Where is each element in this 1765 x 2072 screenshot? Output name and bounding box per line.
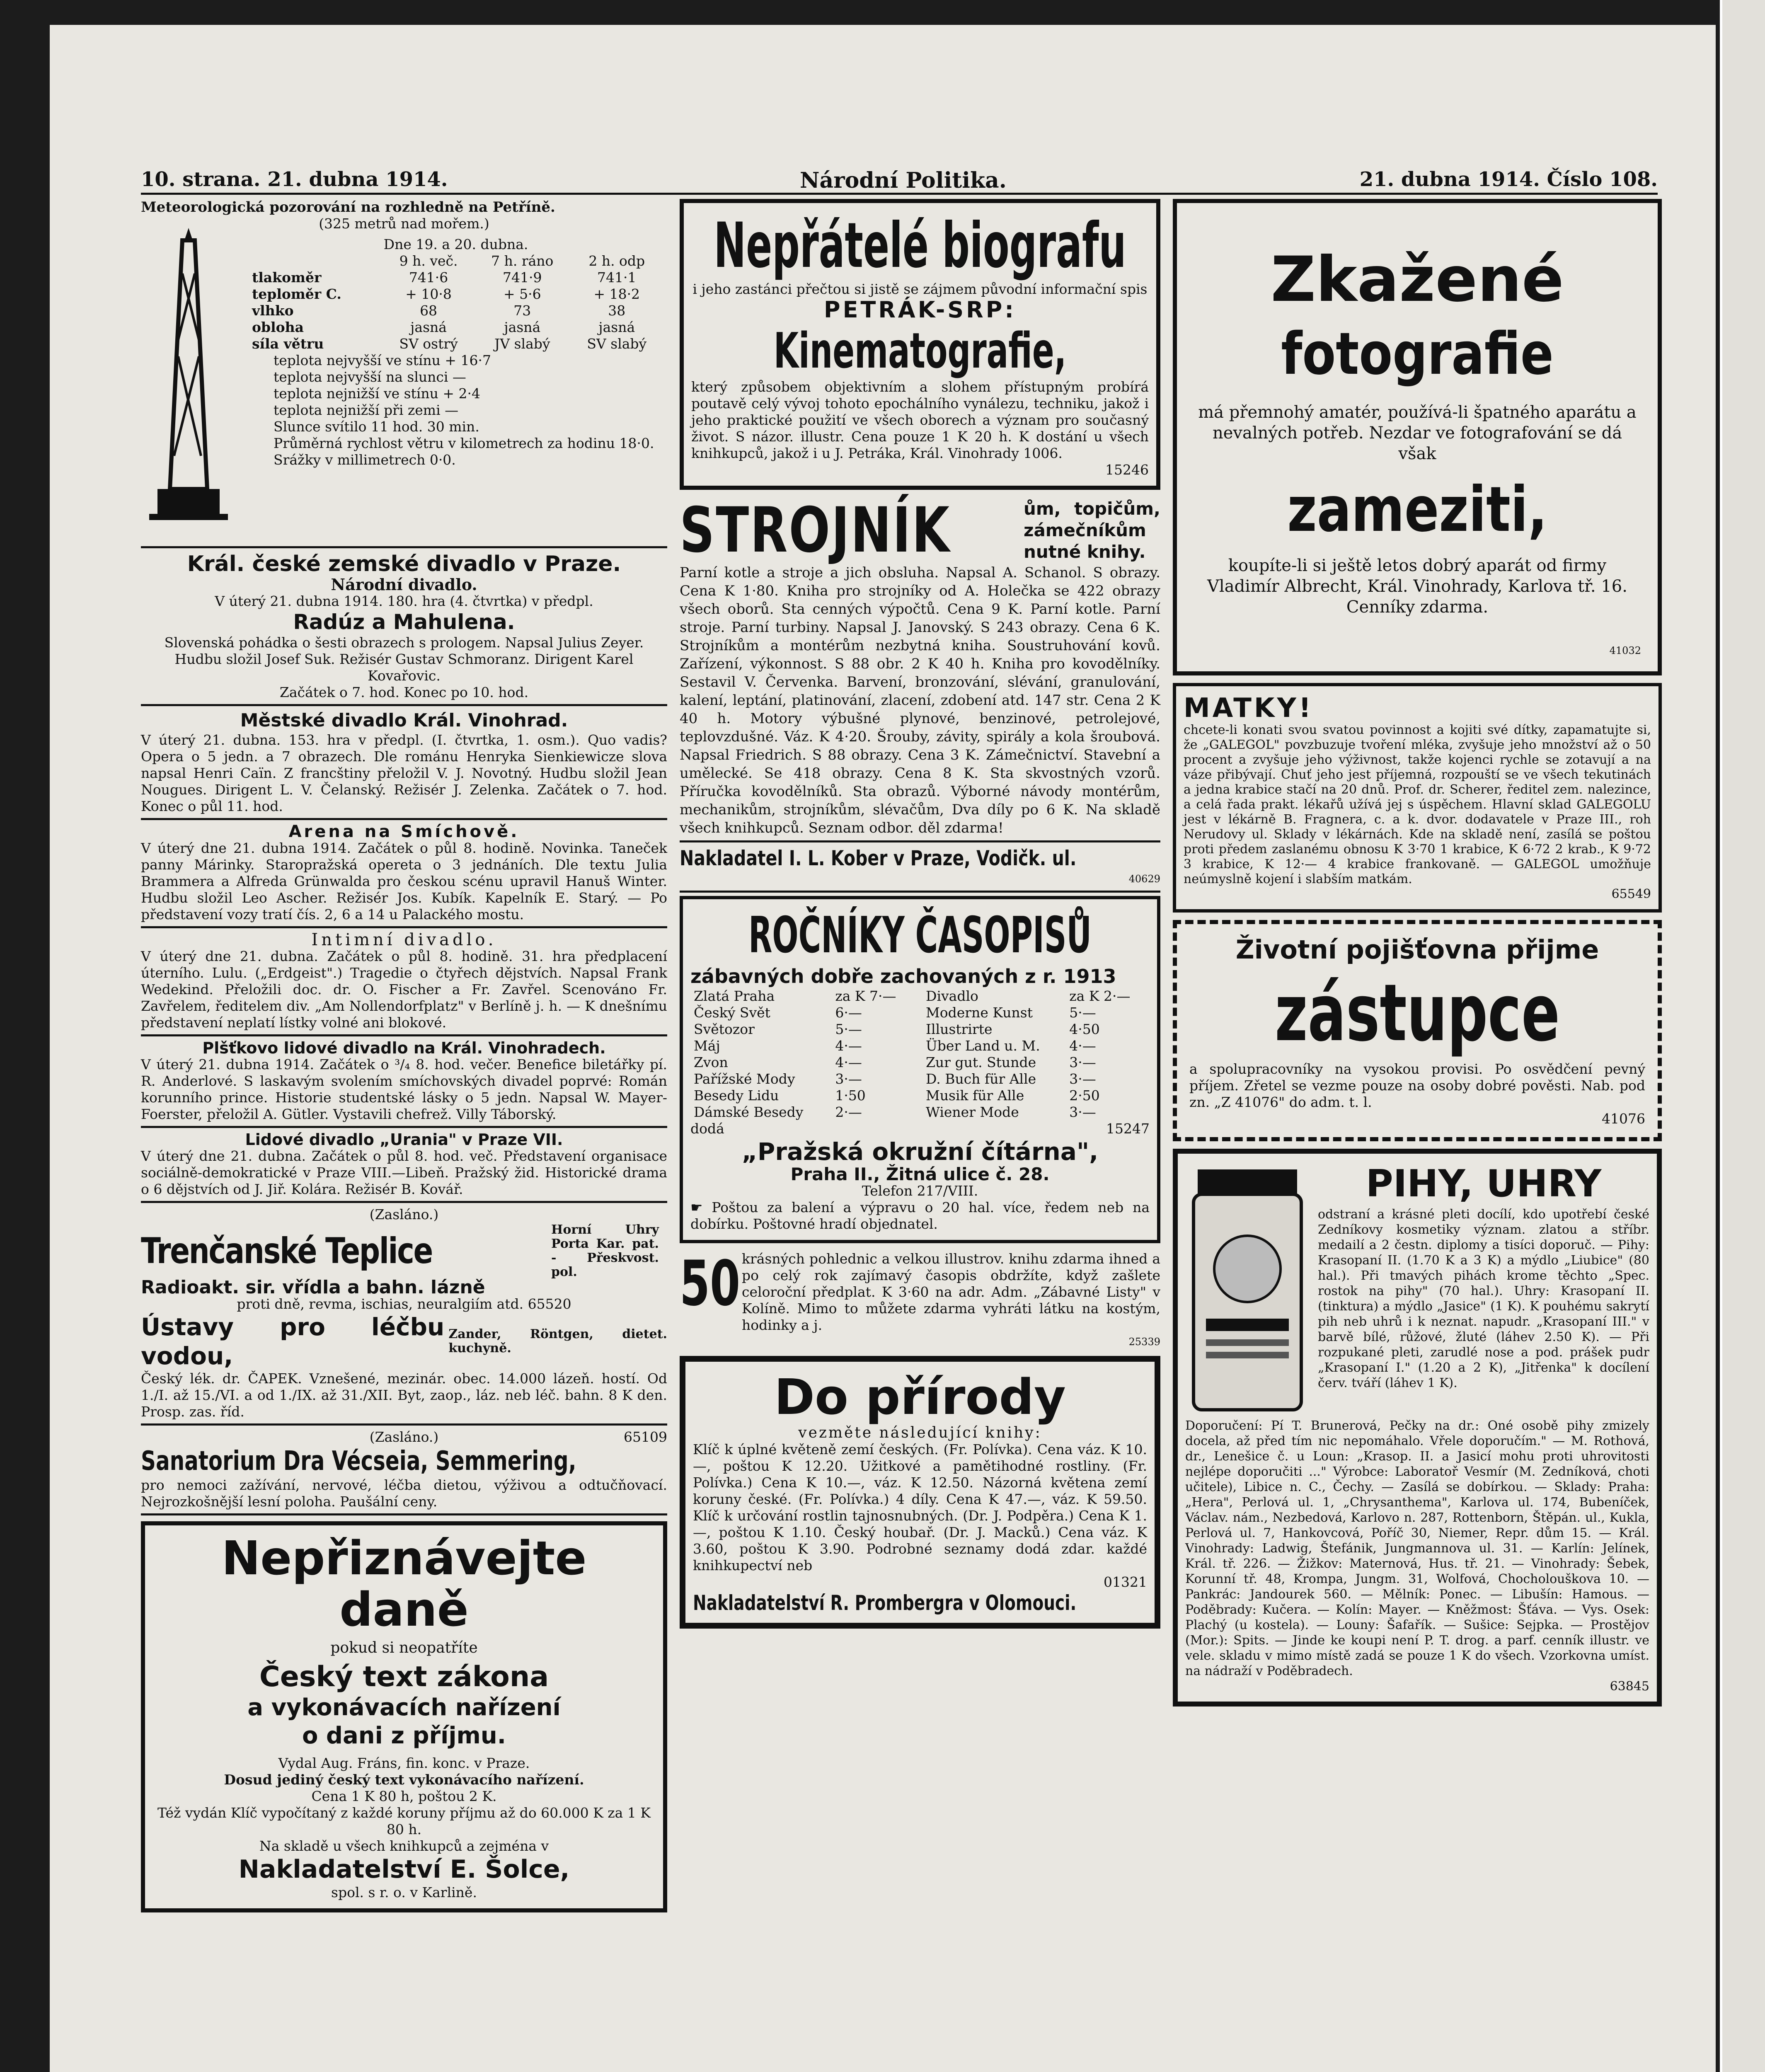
meteo-cell: jasná [410, 319, 447, 335]
ad-number: 65109 [624, 1429, 667, 1445]
meteo-label: teploměr C. [252, 286, 341, 302]
rocn-row [922, 988, 1146, 1005]
rocn-left [690, 988, 914, 1121]
ad-strojnik [680, 494, 1160, 887]
meteo-cell: 73 [513, 303, 531, 319]
rocn-address: Praha II., Žitná ulice č. 28. [790, 1164, 1050, 1184]
meteo-subtitle: (325 metrů nad mořem.) [319, 215, 489, 232]
meteo-row [249, 269, 663, 286]
rocn-row [922, 1087, 1146, 1104]
meteo-cell: jasná [504, 319, 541, 335]
meteo-extra-line: Průměrná rychlost větru v kilometrech za hodinu 18·0. [274, 435, 654, 451]
theatre-title: Plšťkovo lidové divadlo na Král. Vinohradech. [202, 1039, 606, 1057]
rocn-text-body: Poštou za balení a výpravu o 20 hal. více, ředem neb na dobírku. Poštovné hradí objednatel. [690, 1199, 1150, 1232]
ad-number: 65549 [1611, 887, 1651, 901]
meteo-cell: + 10·8 [405, 286, 452, 302]
rocn-item: Máj [694, 1038, 720, 1054]
tax-title: Nepřiznávejte [221, 1532, 587, 1585]
nature-sub: vezměte následující knihy: [798, 1424, 1042, 1441]
meteo-row [249, 319, 663, 336]
card-text-wrap [742, 1251, 1160, 1350]
zaslano-label: (Zasláno.) [369, 1206, 439, 1222]
meteo-table [249, 253, 663, 352]
rocn-foot [690, 1121, 1150, 1137]
rocn-item: Über Land u. M. [926, 1038, 1040, 1054]
theatre-title: Král. české zemské divadlo v Praze. [187, 552, 621, 576]
header-right: 21. dubna 1914. Číslo 108. [1359, 168, 1658, 191]
column-3 [1173, 199, 1662, 1714]
pihy-top [1185, 1161, 1649, 1418]
foto-text: má přemnohý amatér, používá-li špatného aparátu a nevalných potřeb. Nezdar ve fotografování se dá však [1198, 403, 1637, 463]
tax-big: a vykonávacích nařízení [247, 1694, 561, 1721]
theatre-vinohrady [141, 709, 667, 815]
rocn-row [690, 1005, 914, 1021]
tax-text: spol. s r. o. v Karlině. [331, 1884, 477, 1900]
trencin-line: Ústavy pro léčbu vodou, [141, 1313, 445, 1370]
rocn-row [922, 1104, 1146, 1121]
tax-text: pokud si neopatříte [330, 1639, 478, 1656]
rocn-price: 2·— [835, 1104, 862, 1120]
rocn-price: 5·— [1069, 1005, 1096, 1021]
rocn-row [690, 1038, 914, 1054]
rocn-row [690, 1054, 914, 1071]
meteo-cell: SV slabý [587, 336, 647, 352]
meteo-cell: JV slabý [494, 336, 550, 352]
rocn-price: 4·— [835, 1038, 862, 1054]
str-text: Parní kotle a stroje a jich obsluha. Napsal A. Schanol. S obrazy. Cena K 1·80. Kniha pro strojníky od A. Holečka se 422 obrazy všech oborů. Sta cenných výpočtů. Cena 9 K. Parní kotle. Parní stroje. Parní turbiny. Napsal J. Janovský. S 243 obrazy. Cena 6 K. Strojníkům a montérům nezbytná kniha. Soustruhování kovů. Zařízení, výkonnost. S 88 obr. 2 K 40 h. Kniha pro kovodělníky. Sestavil V. Červenka. Barvení, bronzování, slévání, granulování, kalení, leptání, platinování, zlacení, zdobení atd. 147 str. Cena 2 K 40 h. Motory výbušné plynové, benzinové, petrolejové, teplovzdušné. Váz. K 4·20. Šrouby, závity, spirály a kola šroubová. Napsal Friedrich. S 88 obrazy. Cena 3 K. Zámečnictví. Stavební a umělecké. Se 418 obrazy. Cena 8 K. Sta skvostných vzorů. Příručka kovodělníků. Sta obrazů. Výborné návody montérům, mechanikům, strojníkům, slévačům, Dva díly po 6 K. Na skladě všech knihkupců. Seznam odbor. děl zdarma! [680, 564, 1160, 836]
ad-trencin [141, 1206, 667, 1420]
rocn-row [690, 1021, 914, 1038]
rocn-price: 4·50 [1069, 1021, 1100, 1037]
theatre-intimni [141, 932, 667, 1031]
rocn-price: 3·— [1069, 1054, 1096, 1070]
tax-text: Dosud jediný český text vykonávacího nařízení. [224, 1772, 584, 1788]
rocn-price: 3·— [1069, 1104, 1096, 1120]
ad-number: 01321 [1104, 1574, 1147, 1590]
ad-pihy [1173, 1149, 1662, 1706]
theatre-text: V úterý dne 21. dubna. Začátek o půl 8. hodině. 31. hra předplacení úterního. Lulu. („Erdgeist".) Tragedie o čtyřech dějstvích. Napsal Frank Wedekind. Přeložili doc. dr. O. Fischer a Fr. Zavřel. Scenováno Fr. Zavřelem, ředitelem div. „Am Nollendorfplatz" v Berlíně j. h. — K dnešnímu představení neplatí lístky volné ani blokové. [141, 948, 667, 1031]
rule [141, 926, 667, 928]
rocn-row [922, 1054, 1146, 1071]
petrin-tower-icon [141, 224, 236, 522]
meteo-extra-line: Srážky v millimetrech 0·0. [274, 452, 456, 468]
rocn-price: 2·50 [1069, 1087, 1100, 1104]
theatre-urania [141, 1131, 667, 1198]
rocn-price: za K 7·— [835, 988, 896, 1004]
theatre-arena [141, 823, 667, 923]
theatre-subtitle: Národní divadlo. [331, 575, 477, 594]
zaslano-label [141, 1429, 667, 1445]
nature-publisher: Nakladatelství R. Prombergra v Olomouci. [693, 1591, 1077, 1615]
ins-big: zástupce [1275, 967, 1560, 1059]
ad-number: 41076 [1602, 1111, 1645, 1127]
rocn-price: 1·50 [835, 1087, 866, 1104]
tax-text: Na skladě u všech knihkupců a zejména v [259, 1838, 549, 1854]
rocn-row [690, 1087, 914, 1104]
bio-text: který způsobem objektivním a slohem přístupným probírá poutavě celý vývoj tohoto epochálního vynálezu, techniku, jakož i jeho praktické použití ve všech oborech a význam pro současný život. S názor. illustr. Cena pouze 1 K 20 h. K dostání u všech knihkupců, jakož i u J. Petráka, Král. Vinohrady 1006. [691, 379, 1149, 461]
theatre-text: V úterý 21. dubna. 153. hra v předpl. (I. čtvrtka, 1. osm.). Quo vadis? Opera o 5 jedn. a 7 obrazech. Dle románu Henryka Sienkiewicze slova napsal Henri Caïn. Z francštiny přeložil V. J. Novotný. Hudbu složil Jean Nougues. Dirigent L. V. Čelanský. Režisér J. Zelenka. Začátek o 7. hod. Konec o půl 11. hod. [141, 732, 667, 814]
rocn-row [922, 1021, 1146, 1038]
meteo-cell: + 18·2 [593, 286, 640, 302]
meteo-cell: jasná [598, 319, 635, 335]
theatre-line: V úterý 21. dubna 1914. 180. hra (4. čtvrtka) v předpl. [215, 593, 593, 609]
theatre-text: V úterý dne 21. dubna. Začátek o půl 8. hod. več. Představení organisace sociálně-demokratické v Praze VIII.—Libeň. Pražský žid. Historické drama o 6 dějstvích od J. Jiř. Kolára. Režisér B. Kovář. [141, 1148, 667, 1197]
meteo-extra-line: teplota nejnižší při zemi — [274, 402, 459, 418]
theatre-title: Lidové divadlo „Urania" v Praze VII. [245, 1130, 563, 1149]
bio-title: Nepřátelé biografu [714, 210, 1126, 282]
cosmetic-jar-icon [1185, 1161, 1310, 1418]
rocn-item: Musik für Alle [926, 1087, 1024, 1104]
rocn-item: Dámské Besedy [694, 1104, 804, 1120]
rocn-item: Besedy Lidu [694, 1087, 779, 1104]
meteo-cell: + 5·6 [503, 286, 541, 302]
meteo-extra-line: Slunce svítilo 11 hod. 30 min. [274, 419, 479, 435]
rocn-item: Zvon [694, 1054, 728, 1070]
theatre-text: Slovenská pohádka o šesti obrazech s prologem. Napsal Julius Zeyer. Hudbu složil Josef Suk. Režisér Gustav Schmoranz. Dirigent Karel Kovařovic. [164, 634, 644, 684]
meteo-cell: 741·6 [409, 269, 448, 286]
nature-text: Klíč k úplné květeně zemí českých. (Fr. Polívka). Cena váz. K 10.—, poštou K 12.20. Užitkové a pamětihodné rostliny. (Fr. Polívka.) Cena K 10.—, váz. K 12.50. Názorná květena zemí koruny české. (Fr. Polívka.) 4 díly. Cena K 47.—, váz. K 59.50. Klíč k určování rostlin tajnosnubných. (Dr. J. Podpěra.) Cena K 1.—, poštou K 1.10. Český houbař. (Dr. J. Macků.) Cena váz. K 3.60, poštou K 3.90. Podrobné seznamy dodá zdar. každé knihkupectví neb [693, 1441, 1147, 1573]
str-side: ům, topičům, zámečníkům nutné knihy. [1024, 499, 1160, 562]
ad-tax [141, 1521, 667, 1912]
rule [141, 1423, 667, 1426]
rule [141, 818, 667, 820]
meteo-row [249, 286, 663, 303]
rocn-price: 4·— [1069, 1038, 1096, 1054]
rule [680, 891, 1160, 893]
trencin-head [141, 1223, 667, 1279]
trencin-title: Trenčanské Teplice [141, 1230, 432, 1272]
rocn-price: 3·— [835, 1071, 862, 1087]
meteo-col: 7 h. ráno [491, 253, 554, 269]
rocn-price: 4·— [835, 1054, 862, 1070]
sanatorium-title: Sanatorium Dra Vécseia, Semmering, [141, 1446, 576, 1477]
tax-text: Též vydán Klíč vypočítaný z každé koruny příjmu až do 60.000 K za 1 K 80 h. [157, 1805, 651, 1837]
tax-publisher: Nakladatelství E. Šolce, [238, 1855, 570, 1884]
matky-head [1184, 694, 1651, 723]
rocn-item: Divadlo [926, 988, 978, 1004]
trencin-line: Radioakt. sir. vřídla a bahn. lázně [141, 1277, 485, 1298]
tax-text: Vydal Aug. Fráns, fin. konc. v Praze. [278, 1755, 530, 1771]
rocn-price: za K 2·— [1069, 988, 1131, 1004]
theatre-title: Městské divadlo Král. Vinohrad. [240, 710, 568, 731]
rule [141, 1201, 667, 1203]
ad-fotografie [1173, 199, 1662, 675]
rocn-row [690, 988, 914, 1005]
matky-text: chcete-li konati svou svatou povinnost a kojiti své dítky, zapamatujte si, že „GALEGOL" povzbuzuje tvoření mléka, zvyšuje jeho množství až o 50 procent a zvyšuje jeho výživnost, takže kojenci rychle se zotavují a na váze přibývají. Chuť jeho jest příjemná, rozpouští se ve všech tekutinách a jedna krabice stačí na 20 dnů. Prof. dr. Scherer, ředitel zem. nalezince, a celá řada prakt. lékařů užívá jej s úspěchem. Hlavní sklad GALEGOLU jest v lékárně B. Fragnera, c. a k. dvor. dodavatele v Praze III., roh Nerudovy ul. Sklady v lékárnách. Kde na skladě není, zasílá se poštou proti předem zaslanému obnosu K 3·70 1 krabice, K 6·72 2 krab., K 9·72 3 krabice, K 12·— 4 krabice frankovaně. — GALEGOL umožňuje neúmyslně kojení i slabším matkám. [1184, 723, 1651, 886]
matky-title: MATKY! [1184, 693, 1314, 724]
pihy-text: odstraní a krásné pleti docílí, kdo upotřebí české Zedníkovy kosmetiky význam. zlatou a stříbr. medailí a 2 čestn. diplomy a tisíci doporuč. — Pihy: Krasopaní II. (1.70 K a 3 K) a mýdlo „Liubice" (80 hal.). Při tmavých pihách krome těchto „Spec. rostok na pihy" (70 hal.). Uhry: Krasopaní II. (tinktura) a mýdlo „Jasice" (1 K). K pouhému sakrytí pih neb uhrů i k neznat. napudr. „Krasopaní III." v barvě bílé, růžové, žluté (láhev 2.50 K). — Při rozpukané pleti, zarudlé nose a pod. prášek pudr „Krasopaní I." (1.20 a 2 K), „Jitřenka" k docílení červ. tváří (láhev 1 K). [1318, 1207, 1649, 1390]
str-title: STROJNÍK [680, 494, 951, 566]
tax-title: daně [339, 1583, 469, 1637]
rocn-text: dodá [690, 1121, 724, 1137]
theatre-text: V úterý 21. dubna 1914. Začátek o ³/₄ 8. hod. večer. Benefice biletářky pí. R. Anderlové. S laskavým svolením smíchovských divadel poprvé: Román korunního prince. Historie studentské lásky o 5 jedn. Napsal W. Mayer-Foerster, přeložil A. Gütler. Vystavili chefrež. Villy Táborský. [141, 1056, 667, 1122]
rocn-row [922, 1038, 1146, 1054]
meteo-extra-line: teplota nejvyšší ve stínu + 16·7 [274, 352, 491, 368]
rocn-price: 3·— [1069, 1071, 1096, 1087]
meteo-label: vlhko [252, 303, 294, 319]
meteo-block [141, 199, 667, 543]
ad-pojistovna [1173, 920, 1662, 1141]
tax-big: o dani z příjmu. [302, 1722, 506, 1749]
rocn-price: 6·— [835, 1005, 862, 1021]
rocn-right [922, 988, 1146, 1121]
pointing-hand-icon: ☛ [690, 1199, 712, 1215]
pihy-main [1318, 1161, 1649, 1418]
foto-text: koupíte-li si ještě letos dobrý aparát od firmy Vladimír Albrecht, Král. Vinohrady, Karlova tř. 16. Cenníky zdarma. [1207, 556, 1627, 617]
header-masthead: Národní Politika. [800, 168, 1007, 193]
meteo-header-row [249, 253, 663, 269]
meteo-title: Meteorologická pozorování na rozhledně na Petříně. [141, 199, 555, 215]
rocn-row [690, 1071, 914, 1087]
ad-number: 63845 [1610, 1679, 1649, 1694]
rocn-price: 5·— [835, 1021, 862, 1037]
rocn-publisher: „Pražská okružní čítárna", [741, 1138, 1099, 1166]
rocn-item: Illustrirte [926, 1021, 993, 1037]
theatre-plstkovo [141, 1040, 667, 1123]
play-title: Radúz a Mahulena. [293, 610, 515, 634]
ad-number: 15246 [1105, 462, 1149, 478]
trencin-text: Český lék. dr. ČAPEK. Vznešené, mezinár. obec. 14.000 lázeň. hostí. Od 1./I. až 15./VI. a od 1./IX. až 31./XII. Byt, zaop., láz. neb léč. bahn. 8 K den. Prosp. zas. říd. [141, 1370, 667, 1420]
foto-title: Zkažené [1271, 244, 1564, 316]
card-number: 50 [680, 1248, 741, 1320]
str-head [680, 494, 1160, 566]
str-publisher: Nakladatel I. L. Kober v Praze, Vodičk. ul. [680, 846, 1077, 870]
rocn-item: Světozor [694, 1021, 755, 1037]
bio-title2: Kinematografie, [773, 322, 1067, 379]
meteo-cell: 741·1 [597, 269, 637, 286]
foto-title: zameziti, [1287, 474, 1547, 546]
card-text: krásných pohlednic a velkou illustrov. knihu zdarma ihned a po celý rok zajímavý časopis obdržíte, když zašlete celoroční předplat. K 3·60 na adr. Adm. „Zábavné Listy" v Kolíně. Mimo to můžete zdarma vyhráti látku na kostým, hodinky a j. [742, 1251, 1160, 1333]
tax-text: Cena 1 K 80 h, poštou 2 K. [311, 1788, 497, 1804]
rule [141, 546, 667, 548]
zaslano-text: (Zasláno.) [369, 1429, 439, 1445]
meteo-label: obloha [252, 319, 304, 335]
meteo-row [249, 303, 663, 319]
page-header [141, 168, 1658, 195]
ins-text: a spolupracovníky na vysokou provisi. Po osvědčení pevný příjem. Zřetel se vezme pouze na osoby dobré pověsti. Nab. pod zn. „Z 41076" do adm. t. l. [1189, 1061, 1645, 1110]
meteo-extra-line: teplota nejnižší ve stínu + 2·4 [274, 385, 480, 402]
rocn-item: Zlatá Praha [694, 988, 775, 1004]
theatre-national [141, 552, 667, 701]
ad-pohlednice [680, 1248, 1160, 1350]
theatre-text: V úterý dne 21. dubna 1914. Začátek o půl 8. hodině. Novinka. Taneček panny Márinky. Staropražská opereta o 3 jednáních. Dle textu Julia Brammera a Alfreda Grünwalda pro českou scénu upravil Hanuš Winter. Hudbu složil Leo Ascher. Režisér Jos. Kubík. Kapelník E. Starý. — Po představení vozy tratí čís. 2, 6 a 14 u Palackého mostu. [141, 840, 667, 922]
rocn-row [922, 1005, 1146, 1021]
ad-biograf [680, 199, 1160, 490]
trencin-line: Zander, Röntgen, dietet. kuchyně. [448, 1327, 667, 1356]
ad-number: 15247 [1106, 1121, 1150, 1137]
meteo-col: 2 h. odp [588, 253, 645, 269]
theatre-time: Začátek o 7. hod. Konec po 10. hod. [279, 684, 529, 700]
column-1 [141, 199, 667, 1920]
rocn-item: Moderne Kunst [926, 1005, 1033, 1021]
ad-number: 25339 [1128, 1336, 1160, 1348]
meteo-label: tlakoměr [252, 269, 322, 286]
meteo-cell: SV ostrý [399, 336, 458, 352]
meteo-col: 9 h. več. [399, 253, 458, 269]
rocn-phone: Telefon 217/VIII. [862, 1183, 978, 1199]
rocn-item: Wiener Mode [926, 1104, 1019, 1120]
pihy-title: PIHY, UHRY [1366, 1162, 1602, 1205]
pihy-text2: Doporučení: Pí T. Brunerová, Pečky na dr.: Oné osobě pihy zmizely docela, až před tím nic nepomáhalo. Vřele doporučím." — M. Rothová, dr., Lenešice č. u Loun: „Krasop. II. a Jasicí mohu proti uhrovitosti nejlépe doporučiti ..." Výrobce: Laboratoř Vesmír (M. Zedníková, choti učitele), Libice n. C., Čechy. — Zasílá se dobírkou. — Sklady: Praha: „Hera", Perlová ul. 1, „Chrysanthema", Karlova ul. 174, Bubeníček, Václav. nám., Nezbedová, Karlovo n. 287, Rottenborn, Štěpán. ul., Kukla, Perlová ul. 7, Hankovcová, Poříč 30, Niemer, Repr. dům 15. — Král. Vinohrady: Ladwig, Štefánik, Jungmannova ul. 31. — Karlín: Jelínek, Král. tř. 226. — Žižkov: Maternová, Hus. tř. 21. — Vinohrady: Šebek, Korunní tř. 48, Krompa, Jungm. 31, Wolfová, Chocholouškova 10. — Pankrác: Jandourek 560. — Mělník: Ponec. — Libušín: Hamous. — Poděbrady: Kučera. — Kolín: Mayer. — Kněžmost: Šťáva. — Vys. Osek: Plachý (u kostela). — Louny: Šafařík. — Sušice: Sejpka. — Prostějov (Mor.): Spits. — Jinde ke koupi není P. T. drog. a parf. cenník illustr. ve vele. skladu v mimo místě zadá se pouze 1 K do všech. Vzorkovna umíst. na nádraží v Poděbradech. [1185, 1418, 1649, 1678]
ad-number: 40629 [1128, 873, 1160, 885]
meteo-extra [274, 352, 663, 468]
bio-author: PETRÁK-SRP: [824, 297, 1016, 323]
rocn-item: D. Buch für Alle [926, 1071, 1036, 1087]
ad-number: 41032 [1609, 645, 1641, 656]
rocn-item: Zur gut. Stunde [926, 1054, 1036, 1070]
trencin-side: Horní Uhry Porta Kar. pat. - Přeskvost. pol. [551, 1222, 659, 1279]
meteo-cell: 38 [608, 303, 626, 319]
trencin-row [141, 1312, 667, 1370]
rule [141, 1034, 667, 1036]
theatre-title: Intimní divadlo. [311, 930, 497, 949]
meteo-label: síla větru [252, 336, 324, 352]
ins-title: Životní pojišťovna přijme [1235, 934, 1599, 965]
meteo-table-area [249, 215, 663, 468]
foto-title: fotografie [1281, 320, 1554, 388]
ad-sanatorium [141, 1429, 667, 1510]
rocn-row [690, 1104, 914, 1121]
meteo-date: Dne 19. a 20. dubna. [383, 236, 528, 252]
sanatorium-text: pro nemoci zažívání, nervové, léčba dietou, výživou a odtučňovací. Nejrozkošnější lesní poloha. Paušální ceny. [141, 1477, 667, 1510]
rocn-lists [690, 988, 1150, 1121]
rocn-text [690, 1199, 1150, 1232]
rocn-sub: zábavných dobře zachovaných z r. 1913 [690, 965, 1116, 988]
rule [141, 1126, 667, 1128]
rule [680, 840, 1160, 842]
ad-matky [1173, 683, 1662, 913]
rule [141, 704, 667, 706]
trencin-line: proti dně, revma, ischias, neuralgiím atd. 65520 [237, 1296, 571, 1312]
rule [141, 1513, 667, 1515]
tax-big: Český text zákona [259, 1661, 549, 1693]
theatre-title: Arena na Smíchově. [288, 822, 520, 841]
header-left: 10. strana. 21. dubna 1914. [141, 168, 448, 191]
column-2 [680, 199, 1160, 1636]
page-edge [1720, 0, 1765, 2072]
meteo-row [249, 336, 663, 352]
rocn-row [922, 1071, 1146, 1087]
nature-title: Do přírody [774, 1368, 1066, 1426]
ad-rocniky [680, 896, 1160, 1243]
rocn-item: Český Svět [694, 1005, 770, 1021]
meteo-extra-line: teplota nejvyšší na slunci — [274, 369, 466, 385]
meteo-cell: 68 [420, 303, 438, 319]
rocn-item: Pařížské Mody [694, 1071, 795, 1087]
ad-priroda [680, 1356, 1160, 1629]
bio-text: i jeho zastánci přečtou si jistě se zájmem původní informační spis [692, 281, 1148, 297]
meteo-cell: 741·9 [503, 269, 542, 286]
rocn-title: ROČNÍKY ČASOPISŮ [748, 907, 1092, 964]
